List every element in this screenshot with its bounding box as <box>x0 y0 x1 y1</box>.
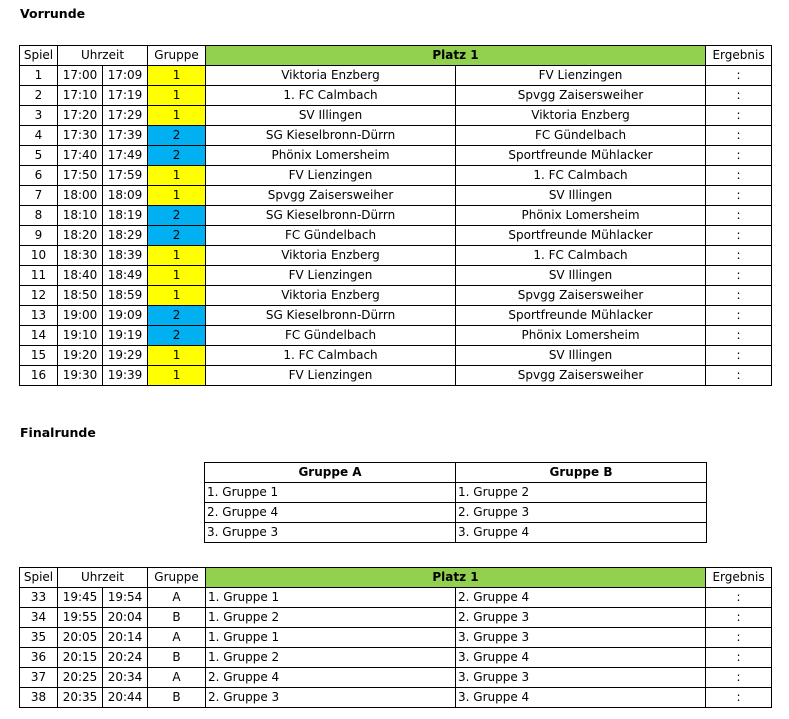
away-team: 1. FC Calmbach <box>456 246 706 266</box>
home-team: 1. FC Calmbach <box>206 346 456 366</box>
start-time: 18:10 <box>58 206 103 226</box>
away-team: Sportfreunde Mühlacker <box>456 306 706 326</box>
gruppe-a-entry: 1. Gruppe 1 <box>205 483 456 503</box>
result-cell: : <box>706 366 772 386</box>
end-time: 19:54 <box>103 588 148 608</box>
game-number: 13 <box>20 306 58 326</box>
start-time: 18:00 <box>58 186 103 206</box>
gruppe-a-entry: 2. Gruppe 4 <box>205 503 456 523</box>
group-badge: 2 <box>148 326 206 346</box>
group-badge: 1 <box>148 286 206 306</box>
table-row <box>20 588 772 608</box>
start-time: 18:30 <box>58 246 103 266</box>
away-team: FC Gündelbach <box>456 126 706 146</box>
game-number: 16 <box>20 366 58 386</box>
table-row <box>20 608 772 628</box>
home-team: 1. FC Calmbach <box>206 86 456 106</box>
table-row <box>205 483 707 503</box>
table-row <box>20 246 772 266</box>
finalrunde-title: Finalrunde <box>20 425 96 440</box>
group-badge: 1 <box>148 106 206 126</box>
group-badge: 2 <box>148 126 206 146</box>
end-time: 17:49 <box>103 146 148 166</box>
result-cell: : <box>706 648 772 668</box>
groups-header-row <box>205 463 707 483</box>
home-team: 1. Gruppe 1 <box>206 628 456 648</box>
away-team: Spvgg Zaisersweiher <box>456 286 706 306</box>
start-time: 17:40 <box>58 146 103 166</box>
game-number: 4 <box>20 126 58 146</box>
start-time: 18:20 <box>58 226 103 246</box>
start-time: 17:10 <box>58 86 103 106</box>
game-number: 2 <box>20 86 58 106</box>
start-time: 19:00 <box>58 306 103 326</box>
start-time: 17:00 <box>58 66 103 86</box>
game-number: 8 <box>20 206 58 226</box>
start-time: 17:30 <box>58 126 103 146</box>
end-time: 17:09 <box>103 66 148 86</box>
home-team: SG Kieselbronn-Dürrn <box>206 126 456 146</box>
game-number: 5 <box>20 146 58 166</box>
header-spiel: Spiel <box>20 46 58 66</box>
group-badge: 1 <box>148 86 206 106</box>
home-team: FC Gündelbach <box>206 326 456 346</box>
end-time: 19:29 <box>103 346 148 366</box>
away-team: Viktoria Enzberg <box>456 106 706 126</box>
end-time: 18:19 <box>103 206 148 226</box>
end-time: 20:44 <box>103 688 148 708</box>
start-time: 19:45 <box>58 588 103 608</box>
game-number: 14 <box>20 326 58 346</box>
result-cell: : <box>706 306 772 326</box>
table-row <box>20 66 772 86</box>
result-cell: : <box>706 166 772 186</box>
result-cell: : <box>706 246 772 266</box>
group-badge: 1 <box>148 166 206 186</box>
start-time: 17:20 <box>58 106 103 126</box>
table-row <box>205 503 707 523</box>
finalrunde-header-row <box>20 568 772 588</box>
result-cell: : <box>706 668 772 688</box>
group-badge: 2 <box>148 226 206 246</box>
game-number: 11 <box>20 266 58 286</box>
header-gruppe-b: Gruppe B <box>456 463 707 483</box>
group-badge: 1 <box>148 186 206 206</box>
header-uhrzeit: Uhrzeit <box>58 46 148 66</box>
game-number: 38 <box>20 688 58 708</box>
result-cell: : <box>706 86 772 106</box>
header-gruppe: Gruppe <box>148 46 206 66</box>
gruppe-a-entry: 3. Gruppe 3 <box>205 523 456 543</box>
end-time: 17:59 <box>103 166 148 186</box>
group-badge: 1 <box>148 66 206 86</box>
start-time: 20:25 <box>58 668 103 688</box>
end-time: 18:49 <box>103 266 148 286</box>
away-team: 1. FC Calmbach <box>456 166 706 186</box>
start-time: 20:05 <box>58 628 103 648</box>
home-team: 1. Gruppe 1 <box>206 588 456 608</box>
group-badge: 2 <box>148 206 206 226</box>
end-time: 20:14 <box>103 628 148 648</box>
game-number: 10 <box>20 246 58 266</box>
end-time: 20:24 <box>103 648 148 668</box>
table-row <box>20 106 772 126</box>
away-team: SV Illingen <box>456 186 706 206</box>
table-row <box>20 286 772 306</box>
group-badge: 1 <box>148 346 206 366</box>
table-row <box>20 346 772 366</box>
away-team: FV Lienzingen <box>456 66 706 86</box>
table-row <box>20 86 772 106</box>
table-row <box>20 146 772 166</box>
result-cell: : <box>706 106 772 126</box>
group-label: B <box>148 688 206 708</box>
header-platz: Platz 1 <box>206 46 706 66</box>
home-team: Viktoria Enzberg <box>206 286 456 306</box>
table-row <box>20 688 772 708</box>
away-team: Spvgg Zaisersweiher <box>456 366 706 386</box>
game-number: 15 <box>20 346 58 366</box>
end-time: 17:39 <box>103 126 148 146</box>
game-number: 35 <box>20 628 58 648</box>
away-team: 3. Gruppe 3 <box>456 668 706 688</box>
table-row <box>20 628 772 648</box>
result-cell: : <box>706 688 772 708</box>
away-team: 3. Gruppe 4 <box>456 688 706 708</box>
game-number: 6 <box>20 166 58 186</box>
start-time: 19:55 <box>58 608 103 628</box>
header-uhrzeit: Uhrzeit <box>58 568 148 588</box>
result-cell: : <box>706 206 772 226</box>
home-team: Viktoria Enzberg <box>206 66 456 86</box>
end-time: 18:29 <box>103 226 148 246</box>
end-time: 19:19 <box>103 326 148 346</box>
group-badge: 1 <box>148 266 206 286</box>
away-team: SV Illingen <box>456 266 706 286</box>
result-cell: : <box>706 286 772 306</box>
end-time: 18:09 <box>103 186 148 206</box>
end-time: 19:09 <box>103 306 148 326</box>
group-badge: 1 <box>148 366 206 386</box>
game-number: 1 <box>20 66 58 86</box>
header-spiel: Spiel <box>20 568 58 588</box>
away-team: Sportfreunde Mühlacker <box>456 226 706 246</box>
end-time: 17:19 <box>103 86 148 106</box>
away-team: 3. Gruppe 3 <box>456 628 706 648</box>
start-time: 18:40 <box>58 266 103 286</box>
table-row <box>20 226 772 246</box>
end-time: 20:34 <box>103 668 148 688</box>
result-cell: : <box>706 326 772 346</box>
away-team: 2. Gruppe 4 <box>456 588 706 608</box>
end-time: 17:29 <box>103 106 148 126</box>
away-team: SV Illingen <box>456 346 706 366</box>
home-team: 1. Gruppe 2 <box>206 608 456 628</box>
gruppe-b-entry: 2. Gruppe 3 <box>456 503 707 523</box>
game-number: 12 <box>20 286 58 306</box>
table-row <box>205 523 707 543</box>
start-time: 19:30 <box>58 366 103 386</box>
header-gruppe-a: Gruppe A <box>205 463 456 483</box>
table-row <box>20 668 772 688</box>
home-team: FV Lienzingen <box>206 166 456 186</box>
home-team: 2. Gruppe 3 <box>206 688 456 708</box>
vorrunde-table <box>19 45 772 386</box>
game-number: 37 <box>20 668 58 688</box>
game-number: 36 <box>20 648 58 668</box>
home-team: 2. Gruppe 4 <box>206 668 456 688</box>
result-cell: : <box>706 126 772 146</box>
vorrunde-title: Vorrunde <box>20 6 86 21</box>
away-team: Spvgg Zaisersweiher <box>456 86 706 106</box>
header-gruppe: Gruppe <box>148 568 206 588</box>
start-time: 20:15 <box>58 648 103 668</box>
final-groups-table <box>204 462 707 543</box>
away-team: Phönix Lomersheim <box>456 206 706 226</box>
home-team: FV Lienzingen <box>206 366 456 386</box>
table-row <box>20 166 772 186</box>
home-team: SV Illingen <box>206 106 456 126</box>
header-platz: Platz 1 <box>206 568 706 588</box>
finalrunde-table <box>19 567 772 708</box>
end-time: 19:39 <box>103 366 148 386</box>
group-label: A <box>148 668 206 688</box>
table-row <box>20 186 772 206</box>
game-number: 34 <box>20 608 58 628</box>
away-team: 3. Gruppe 4 <box>456 648 706 668</box>
table-row <box>20 206 772 226</box>
home-team: Spvgg Zaisersweiher <box>206 186 456 206</box>
start-time: 18:50 <box>58 286 103 306</box>
start-time: 20:35 <box>58 688 103 708</box>
home-team: Phönix Lomersheim <box>206 146 456 166</box>
end-time: 18:59 <box>103 286 148 306</box>
gruppe-b-entry: 1. Gruppe 2 <box>456 483 707 503</box>
home-team: Viktoria Enzberg <box>206 246 456 266</box>
end-time: 18:39 <box>103 246 148 266</box>
away-team: 2. Gruppe 3 <box>456 608 706 628</box>
result-cell: : <box>706 608 772 628</box>
start-time: 19:10 <box>58 326 103 346</box>
away-team: Phönix Lomersheim <box>456 326 706 346</box>
game-number: 7 <box>20 186 58 206</box>
home-team: SG Kieselbronn-Dürrn <box>206 206 456 226</box>
table-row <box>20 366 772 386</box>
group-label: B <box>148 608 206 628</box>
vorrunde-header-row <box>20 46 772 66</box>
result-cell: : <box>706 588 772 608</box>
game-number: 33 <box>20 588 58 608</box>
game-number: 9 <box>20 226 58 246</box>
group-label: A <box>148 588 206 608</box>
result-cell: : <box>706 66 772 86</box>
start-time: 17:50 <box>58 166 103 186</box>
header-ergebnis: Ergebnis <box>706 46 772 66</box>
result-cell: : <box>706 186 772 206</box>
result-cell: : <box>706 628 772 648</box>
group-badge: 2 <box>148 146 206 166</box>
home-team: SG Kieselbronn-Dürrn <box>206 306 456 326</box>
game-number: 3 <box>20 106 58 126</box>
home-team: 1. Gruppe 2 <box>206 648 456 668</box>
group-label: A <box>148 628 206 648</box>
table-row <box>20 126 772 146</box>
table-row <box>20 326 772 346</box>
away-team: Sportfreunde Mühlacker <box>456 146 706 166</box>
group-badge: 1 <box>148 246 206 266</box>
result-cell: : <box>706 146 772 166</box>
group-label: B <box>148 648 206 668</box>
result-cell: : <box>706 266 772 286</box>
result-cell: : <box>706 226 772 246</box>
end-time: 20:04 <box>103 608 148 628</box>
gruppe-b-entry: 3. Gruppe 4 <box>456 523 707 543</box>
group-badge: 2 <box>148 306 206 326</box>
home-team: FC Gündelbach <box>206 226 456 246</box>
result-cell: : <box>706 346 772 366</box>
table-row <box>20 266 772 286</box>
start-time: 19:20 <box>58 346 103 366</box>
header-ergebnis: Ergebnis <box>706 568 772 588</box>
table-row <box>20 306 772 326</box>
table-row <box>20 648 772 668</box>
home-team: FV Lienzingen <box>206 266 456 286</box>
